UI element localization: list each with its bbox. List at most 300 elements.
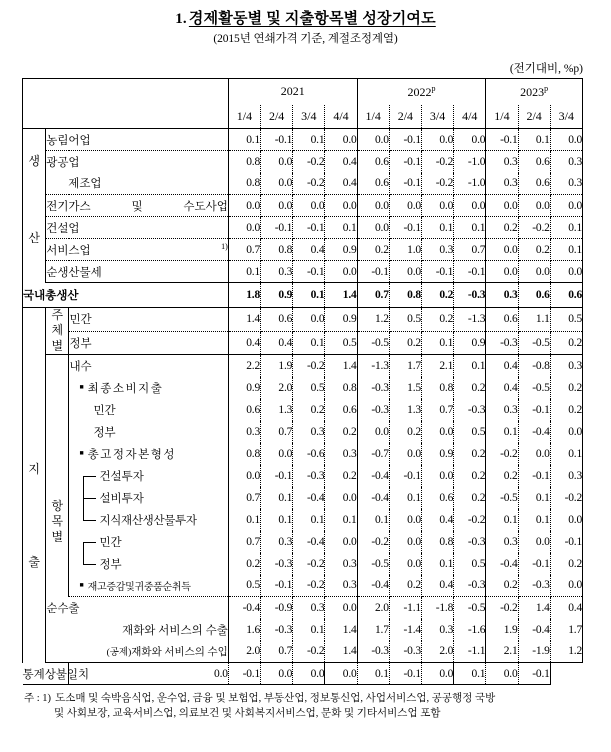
cell: 0.9 bbox=[261, 283, 293, 308]
footnote-line-1: 도소매 및 숙박음식업, 운수업, 금융 및 보험업, 부동산업, 정보통신업, 사업서비스업, 공공행정 국방 bbox=[55, 693, 496, 705]
cell: 0.0 bbox=[261, 173, 293, 195]
table-row bbox=[23, 239, 583, 261]
cell: 0.0 bbox=[486, 195, 518, 217]
cell: 0.0 bbox=[261, 663, 293, 685]
cell: -0.3 bbox=[357, 641, 389, 663]
cell: 0.4 bbox=[486, 377, 518, 399]
cell: 0.1 bbox=[486, 421, 518, 443]
cell: 0.2 bbox=[421, 308, 453, 332]
cell: -0.3 bbox=[357, 377, 389, 399]
cell: 0.2 bbox=[486, 575, 518, 597]
cell: -0.1 bbox=[389, 129, 421, 151]
cell: 0.5 bbox=[454, 421, 486, 443]
cell: 0.8 bbox=[421, 531, 453, 553]
cell: 0.1 bbox=[228, 129, 260, 151]
row-label-net-exports: 순수출 bbox=[46, 597, 229, 619]
cell: 0.7 bbox=[261, 641, 293, 663]
table-row bbox=[23, 531, 583, 553]
cell: 0.0 bbox=[389, 553, 421, 575]
cell: 0.1 bbox=[518, 487, 550, 509]
cell: 0.0 bbox=[518, 195, 550, 217]
cell: 0.0 bbox=[357, 217, 389, 239]
cell: 0.0 bbox=[454, 129, 486, 151]
cell: 0.0 bbox=[421, 421, 453, 443]
row-label-consumption-private: 민간 bbox=[69, 399, 228, 421]
cell: 0.2 bbox=[550, 553, 582, 575]
cell: 0.1 bbox=[454, 663, 486, 685]
cell: -0.3 bbox=[293, 465, 325, 487]
header-year-2023: 2023$^p$ bbox=[486, 79, 583, 105]
cell: 0.0 bbox=[421, 129, 453, 151]
cell: 1.9 bbox=[261, 355, 293, 377]
row-label-exports: 재화와 서비스의 수출 bbox=[46, 619, 229, 641]
cell: 0.1 bbox=[293, 331, 325, 355]
row-label-private: 민간 bbox=[69, 308, 228, 332]
header-q-2021-4: 4/4 bbox=[325, 105, 357, 129]
cell: -0.1 bbox=[261, 217, 293, 239]
cell: 0.2 bbox=[325, 421, 357, 443]
cell: -0.1 bbox=[486, 129, 518, 151]
cell: 0.1 bbox=[357, 663, 389, 685]
cell: -0.2 bbox=[293, 355, 325, 377]
page-subtitle: (2015년 연쇄가격 기준, 계절조정계열) bbox=[213, 33, 398, 45]
cell: -0.4 bbox=[518, 619, 550, 641]
cell: 0.4 bbox=[325, 173, 357, 195]
group-label-production-bottom: 산 bbox=[23, 195, 46, 283]
cell: 0.4 bbox=[261, 331, 293, 355]
cell: 0.0 bbox=[293, 308, 325, 332]
footnote-marker: 1) bbox=[221, 241, 228, 251]
cell: 0.0 bbox=[325, 597, 357, 619]
table-row bbox=[23, 217, 583, 239]
cell: 0.3 bbox=[261, 261, 293, 283]
cell: 0.2 bbox=[518, 239, 550, 261]
table-row-gdp bbox=[23, 283, 583, 308]
header-q-2021-3: 3/4 bbox=[293, 105, 325, 129]
cell: 0.8 bbox=[421, 377, 453, 399]
table-row bbox=[23, 597, 583, 619]
cell: 0.0 bbox=[421, 663, 453, 685]
cell: 0.4 bbox=[421, 575, 453, 597]
table-row bbox=[23, 195, 583, 217]
cell: 0.7 bbox=[454, 239, 486, 261]
cell: 0.1 bbox=[518, 129, 550, 151]
cell: 0.2 bbox=[389, 575, 421, 597]
cell: 0.2 bbox=[228, 553, 260, 575]
cell: 0.7 bbox=[261, 421, 293, 443]
cell: 0.2 bbox=[454, 487, 486, 509]
cell: -0.9 bbox=[261, 597, 293, 619]
cell: -0.1 bbox=[293, 217, 325, 239]
cell: 0.0 bbox=[261, 195, 293, 217]
row-label-services: 서비스업 1) bbox=[46, 239, 229, 261]
table-row bbox=[23, 399, 583, 421]
group-label-expenditure: 지 출 bbox=[23, 308, 46, 663]
cell: 1.3 bbox=[389, 399, 421, 421]
cell: -0.4 bbox=[357, 575, 389, 597]
cell: -1.0 bbox=[454, 151, 486, 173]
cell: 0.0 bbox=[325, 487, 357, 509]
cell: 0.2 bbox=[357, 239, 389, 261]
cell: 0.5 bbox=[454, 553, 486, 575]
unit-label: (전기대비, %p) bbox=[509, 63, 583, 75]
cell: -0.1 bbox=[550, 531, 582, 553]
table-row bbox=[23, 663, 583, 685]
cell: 0.1 bbox=[293, 129, 325, 151]
cell: 0.8 bbox=[228, 151, 260, 173]
cell: 0.6 bbox=[325, 399, 357, 421]
cell: 0.1 bbox=[293, 619, 325, 641]
cell: 0.0 bbox=[357, 195, 389, 217]
cell: 1.3 bbox=[261, 399, 293, 421]
cell: -0.1 bbox=[454, 261, 486, 283]
cell: 0.2 bbox=[454, 465, 486, 487]
table-row bbox=[23, 308, 583, 332]
cell: 0.0 bbox=[228, 465, 260, 487]
cell: 0.6 bbox=[486, 308, 518, 332]
row-label-final-consumption: ■ 최종소비지출 bbox=[69, 377, 228, 399]
cell: 0.0 bbox=[421, 195, 453, 217]
header-year-2021: 2021 bbox=[228, 79, 357, 105]
cell: 0.0 bbox=[486, 261, 518, 283]
cell: 0.4 bbox=[325, 151, 357, 173]
cell: 0.8 bbox=[261, 239, 293, 261]
header-corner-cell bbox=[23, 79, 229, 129]
cell: 1.7 bbox=[389, 355, 421, 377]
row-label-capital-government: 정부 bbox=[69, 553, 228, 575]
cell: 0.2 bbox=[421, 283, 453, 308]
growth-contribution-table bbox=[22, 78, 583, 685]
cell: 0.1 bbox=[486, 509, 518, 531]
row-label-agriculture: 농림어업 bbox=[46, 129, 229, 151]
table-row bbox=[23, 355, 583, 377]
cell: -0.7 bbox=[357, 443, 389, 465]
bullet-icon: ■ bbox=[79, 449, 84, 458]
table-row bbox=[23, 509, 583, 531]
cell: 0.4 bbox=[486, 355, 518, 377]
cell: 0.6 bbox=[518, 151, 550, 173]
cell: 0.0 bbox=[293, 663, 325, 685]
row-label-construction-investment: 건설투자 bbox=[69, 465, 228, 487]
cell: 0.3 bbox=[486, 173, 518, 195]
row-label-manufacturing: 제조업 bbox=[46, 173, 229, 195]
table-row bbox=[23, 261, 583, 283]
cell: -1.3 bbox=[357, 355, 389, 377]
cell: 0.0 bbox=[325, 531, 357, 553]
title-text: 경제활동별 및 지출항목별 성장기여도 bbox=[188, 11, 436, 27]
group-label-production-top: 생 bbox=[23, 129, 46, 195]
header-q-2023-3: 3/4 bbox=[550, 105, 582, 129]
cell: -0.1 bbox=[261, 129, 293, 151]
row-label-consumption-government: 정부 bbox=[69, 421, 228, 443]
cell: 0.7 bbox=[228, 531, 260, 553]
cell: 1.1 bbox=[518, 308, 550, 332]
cell: 1.4 bbox=[518, 597, 550, 619]
cell: 0.9 bbox=[228, 377, 260, 399]
cell: 0.8 bbox=[389, 283, 421, 308]
cell: -0.5 bbox=[486, 487, 518, 509]
cell: 0.6 bbox=[518, 283, 550, 308]
cell: -1.1 bbox=[454, 641, 486, 663]
cell: 0.1 bbox=[293, 283, 325, 308]
cell: 0.9 bbox=[325, 308, 357, 332]
cell: 0.3 bbox=[293, 421, 325, 443]
cell: -0.2 bbox=[293, 553, 325, 575]
cell: 0.3 bbox=[550, 151, 582, 173]
cell: -0.4 bbox=[518, 421, 550, 443]
title-number: 1. bbox=[175, 11, 187, 27]
cell: 0.6 bbox=[261, 308, 293, 332]
bracket-icon bbox=[83, 465, 99, 487]
cell: 0.0 bbox=[550, 195, 582, 217]
cell: 0.0 bbox=[325, 261, 357, 283]
cell: -1.4 bbox=[389, 619, 421, 641]
cell: 0.2 bbox=[389, 331, 421, 355]
table-row bbox=[23, 465, 583, 487]
cell: -1.3 bbox=[454, 308, 486, 332]
cell: 0.0 bbox=[325, 129, 357, 151]
cell: 0.6 bbox=[550, 283, 582, 308]
cell: 0.9 bbox=[421, 443, 453, 465]
cell: 1.7 bbox=[357, 619, 389, 641]
cell: 1.7 bbox=[550, 619, 582, 641]
table-row bbox=[23, 443, 583, 465]
cell: -0.5 bbox=[357, 553, 389, 575]
cell: -0.1 bbox=[389, 465, 421, 487]
cell: 0.6 bbox=[357, 173, 389, 195]
cell: -0.2 bbox=[421, 151, 453, 173]
cell: -0.5 bbox=[518, 377, 550, 399]
cell: -0.5 bbox=[357, 331, 389, 355]
group-label-by-subject: 주 체 별 bbox=[46, 308, 69, 355]
cell: 0.4 bbox=[228, 331, 260, 355]
cell: 0.2 bbox=[550, 399, 582, 421]
cell: -0.4 bbox=[293, 487, 325, 509]
cell: 0.7 bbox=[357, 283, 389, 308]
table-row bbox=[23, 421, 583, 443]
bracket-icon bbox=[83, 487, 99, 509]
cell: 0.9 bbox=[325, 239, 357, 261]
cell: 0.0 bbox=[389, 531, 421, 553]
cell: 0.2 bbox=[454, 443, 486, 465]
cell: 0.1 bbox=[421, 553, 453, 575]
table-container bbox=[0, 78, 611, 685]
cell: 0.2 bbox=[454, 377, 486, 399]
cell: 0.1 bbox=[228, 261, 260, 283]
cell: 0.3 bbox=[293, 597, 325, 619]
cell: 0.0 bbox=[293, 195, 325, 217]
cell: 0.0 bbox=[325, 195, 357, 217]
cell: -0.1 bbox=[261, 465, 293, 487]
cell: -0.1 bbox=[389, 151, 421, 173]
header-q-2021-2: 2/4 bbox=[261, 105, 293, 129]
cell: 0.3 bbox=[261, 531, 293, 553]
cell: 1.2 bbox=[550, 641, 582, 663]
cell: 0.1 bbox=[454, 217, 486, 239]
cell: -0.2 bbox=[486, 597, 518, 619]
cell: -0.3 bbox=[389, 641, 421, 663]
cell: 2.1 bbox=[486, 641, 518, 663]
cell: 0.1 bbox=[454, 355, 486, 377]
table-row bbox=[23, 487, 583, 509]
cell: 0.1 bbox=[518, 509, 550, 531]
cell: -0.3 bbox=[261, 619, 293, 641]
cell: 0.1 bbox=[550, 443, 582, 465]
cell: 0.3 bbox=[486, 283, 518, 308]
cell: 0.5 bbox=[550, 308, 582, 332]
cell: 0.0 bbox=[389, 509, 421, 531]
cell: -0.2 bbox=[454, 509, 486, 531]
cell: -0.2 bbox=[357, 531, 389, 553]
table-row bbox=[23, 641, 583, 663]
row-label-gdp: 국내총생산 bbox=[23, 283, 229, 308]
cell: 0.0 bbox=[357, 421, 389, 443]
row-label-electricity-gas-water: 전기가스 및 수도사업 bbox=[46, 195, 229, 217]
cell: -0.4 bbox=[357, 465, 389, 487]
cell: -0.1 bbox=[389, 663, 421, 685]
row-label-net-product-taxes: 순생산물세 bbox=[46, 261, 229, 283]
cell: 0.3 bbox=[325, 553, 357, 575]
cell: -0.1 bbox=[518, 553, 550, 575]
cell: -0.1 bbox=[293, 261, 325, 283]
row-label-mining-manufacturing: 광공업 bbox=[46, 151, 229, 173]
cell: 0.1 bbox=[261, 509, 293, 531]
cell: 0.8 bbox=[228, 173, 260, 195]
header-q-2023-2: 2/4 bbox=[518, 105, 550, 129]
cell: -1.0 bbox=[454, 173, 486, 195]
cell: 0.8 bbox=[228, 443, 260, 465]
header-year-row bbox=[23, 79, 583, 105]
cell: 0.0 bbox=[550, 129, 582, 151]
footnote-line-2: 및 사회보장, 교육서비스업, 의료보건 및 사회복지서비스업, 문화 및 기타서비스업 포함 bbox=[54, 708, 441, 720]
cell: 0.3 bbox=[550, 465, 582, 487]
header-q-2023-1: 1/4 bbox=[486, 105, 518, 129]
cell: -0.2 bbox=[293, 151, 325, 173]
superscript-p: p bbox=[431, 83, 436, 93]
header-q-2022-4: 4/4 bbox=[454, 105, 486, 129]
cell: 0.0 bbox=[550, 575, 582, 597]
cell: 0.7 bbox=[421, 399, 453, 421]
header-q-2022-3: 3/4 bbox=[421, 105, 453, 129]
cell: 2.0 bbox=[261, 377, 293, 399]
cell: 1.6 bbox=[228, 619, 260, 641]
cell: 0.2 bbox=[389, 421, 421, 443]
cell: 0.2 bbox=[486, 465, 518, 487]
cell: 0.0 bbox=[550, 421, 582, 443]
cell: -0.1 bbox=[518, 663, 550, 685]
title-block bbox=[0, 0, 611, 46]
cell: -0.4 bbox=[228, 597, 260, 619]
cell: -0.3 bbox=[486, 331, 518, 355]
cell: 0.6 bbox=[518, 173, 550, 195]
table-row bbox=[23, 151, 583, 173]
cell: 0.8 bbox=[325, 377, 357, 399]
cell: 0.1 bbox=[261, 487, 293, 509]
table-row bbox=[23, 173, 583, 195]
cell: 0.0 bbox=[325, 663, 357, 685]
cell: 0.0 bbox=[486, 239, 518, 261]
cell: -0.4 bbox=[357, 487, 389, 509]
cell: 0.3 bbox=[486, 531, 518, 553]
cell: 0.0 bbox=[261, 443, 293, 465]
cell: 0.1 bbox=[421, 217, 453, 239]
header-q-2022-2: 2/4 bbox=[389, 105, 421, 129]
row-label-statistical-discrepancy: 통계상불일치 bbox=[23, 663, 69, 685]
cell: 1.4 bbox=[325, 355, 357, 377]
header-q-2021-1: 1/4 bbox=[228, 105, 260, 129]
cell: -0.2 bbox=[486, 443, 518, 465]
cell: 0.0 bbox=[228, 195, 260, 217]
cell: -0.1 bbox=[261, 575, 293, 597]
cell: -0.1 bbox=[421, 261, 453, 283]
cell: 0.7 bbox=[228, 487, 260, 509]
cell: -0.3 bbox=[454, 399, 486, 421]
row-label-domestic-demand: 내수 bbox=[69, 355, 228, 377]
cell: -0.8 bbox=[518, 355, 550, 377]
cell: 0.3 bbox=[421, 619, 453, 641]
cell: 0.0 bbox=[357, 129, 389, 151]
header-year-2022: 2022$^p$ bbox=[357, 79, 486, 105]
table-row bbox=[23, 575, 583, 597]
cell: 0.2 bbox=[486, 217, 518, 239]
group-label-by-item: 항 목 별 bbox=[46, 355, 69, 597]
cell: -0.1 bbox=[518, 465, 550, 487]
cell: 1.2 bbox=[357, 308, 389, 332]
cell: 0.9 bbox=[454, 331, 486, 355]
cell: -0.2 bbox=[293, 575, 325, 597]
cell: -0.3 bbox=[518, 575, 550, 597]
cell: 0.1 bbox=[325, 509, 357, 531]
cell: 0.5 bbox=[293, 377, 325, 399]
cell: -1.9 bbox=[518, 641, 550, 663]
cell: 0.0 bbox=[518, 531, 550, 553]
cell: -0.2 bbox=[518, 217, 550, 239]
cell: -0.1 bbox=[518, 399, 550, 421]
cell: 0.1 bbox=[550, 217, 582, 239]
row-label-gross-fixed-capital: ■ 총고정자본형성 bbox=[69, 443, 228, 465]
cell: -0.3 bbox=[261, 553, 293, 575]
bullet-icon: ■ bbox=[79, 383, 84, 392]
cell: 0.3 bbox=[325, 575, 357, 597]
cell: 0.1 bbox=[389, 487, 421, 509]
cell: 0.0 bbox=[454, 195, 486, 217]
row-label-construction: 건설업 bbox=[46, 217, 229, 239]
cell: -0.5 bbox=[518, 331, 550, 355]
cell: 0.1 bbox=[357, 509, 389, 531]
cell: 0.3 bbox=[486, 399, 518, 421]
row-label-imports: (공제)재화와 서비스의 수입 bbox=[46, 641, 229, 663]
cell: -0.2 bbox=[293, 641, 325, 663]
cell: 0.1 bbox=[293, 509, 325, 531]
table-row bbox=[23, 553, 583, 575]
cell: -0.2 bbox=[550, 487, 582, 509]
cell: 0.6 bbox=[421, 487, 453, 509]
cell: -0.3 bbox=[454, 575, 486, 597]
cell: 1.4 bbox=[228, 308, 260, 332]
row-label-facilities-investment: 설비투자 bbox=[69, 487, 228, 509]
cell: -0.3 bbox=[357, 399, 389, 421]
cell: 1.9 bbox=[486, 619, 518, 641]
cell: -1.1 bbox=[389, 597, 421, 619]
cell: 0.5 bbox=[325, 331, 357, 355]
cell: 0.3 bbox=[486, 151, 518, 173]
cell: 2.2 bbox=[228, 355, 260, 377]
page-title bbox=[175, 7, 436, 28]
cell: 0.2 bbox=[550, 331, 582, 355]
cell: 0.4 bbox=[293, 239, 325, 261]
cell: 0.1 bbox=[421, 331, 453, 355]
cell: 1.8 bbox=[228, 283, 260, 308]
